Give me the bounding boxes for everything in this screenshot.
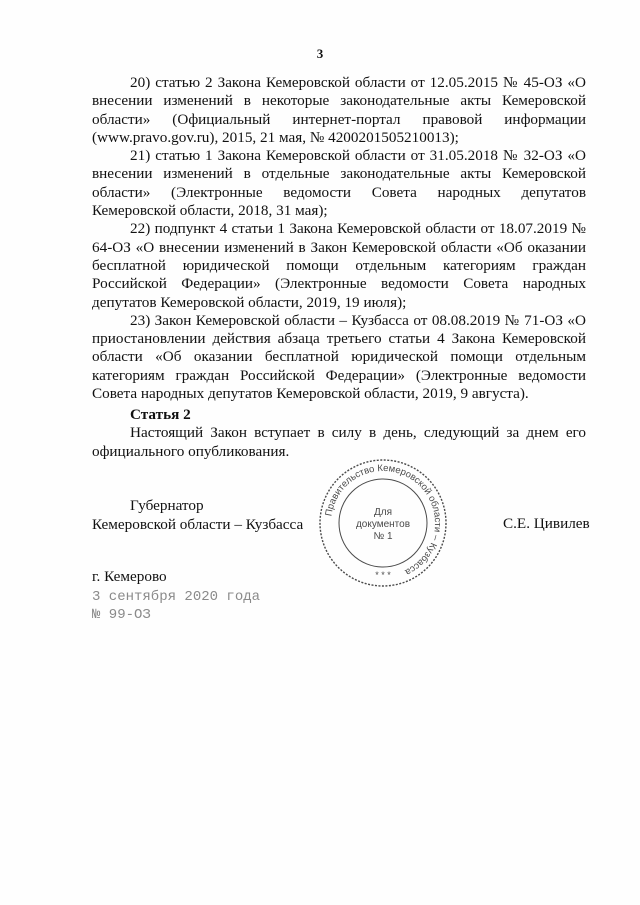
signatory-title-line2: Кемеровской области – Кузбасса xyxy=(92,516,304,533)
seal-center-line1: Для xyxy=(373,507,393,518)
signatory-name: С.Е. Цивилев xyxy=(503,515,590,532)
list-item-21: 21) статью 1 Закона Кемеровской области от 31.05.2018 № 32-ОЗ «О внесении изменений в отдельные законодательные акты Кемеровской области» (Электронные ведомости Совета народных депутатов Кемеровской области, 2018, 31 мая); xyxy=(92,147,586,220)
seal-center-line2: документов xyxy=(355,519,411,530)
official-seal-stamp xyxy=(318,458,448,588)
list-item-22: 22) подпункт 4 статьи 1 Закона Кемеровской области от 18.07.2019 № 64-ОЗ «О внесении изменений в Закон Кемеровской области «Об оказании бесплатной юридической помощи отдельным категориям граждан Российской Федерации» (Электронные ведомости Совета народных депутатов Кемеровской области, 2019, 19 июля); xyxy=(92,220,586,311)
signatory-title xyxy=(92,496,303,534)
article-2-title: Статья 2 xyxy=(130,406,191,423)
law-date-number-stamp xyxy=(92,588,260,624)
article-1-items xyxy=(92,74,586,403)
list-item-23: 23) Закон Кемеровской области – Кузбасса от 08.08.2019 № 71-ОЗ «О приостановлении действия абзаца третьего статьи 4 Закона Кемеровской области «Об оказании бесплатной юридической помощи отдельным категориям граждан Российской Федерации» (Электронные ведомости Совета народных депутатов Кемеровской области, 2019, 9 августа). xyxy=(92,311,586,403)
city-name: г. Кемерово xyxy=(92,568,167,585)
law-number: № 99-ОЗ xyxy=(92,607,151,623)
article-2 xyxy=(92,406,586,461)
law-date: 3 сентября 2020 года xyxy=(92,589,261,605)
seal-stars: * * * xyxy=(375,570,391,580)
page-number: 3 xyxy=(316,46,324,61)
article-2-text: Настоящий Закон вступает в силу в день, следующий за днем его официального опубликования. xyxy=(92,424,586,460)
list-item-20: 20) статью 2 Закона Кемеровской области от 12.05.2015 № 45-ОЗ «О внесении изменений в некоторые законодательные акты Кемеровской области» (Официальный интернет-портал правовой информации (www.pravo.gov.ru), 2015, 21 мая, № 4200201505210013); xyxy=(92,74,586,146)
signatory-title-line1: Губернатор xyxy=(130,497,204,514)
seal-center-line3: № 1 xyxy=(373,531,393,542)
seal-ring-path: Правительство Кемеровской области – Кузбасса xyxy=(323,462,444,578)
